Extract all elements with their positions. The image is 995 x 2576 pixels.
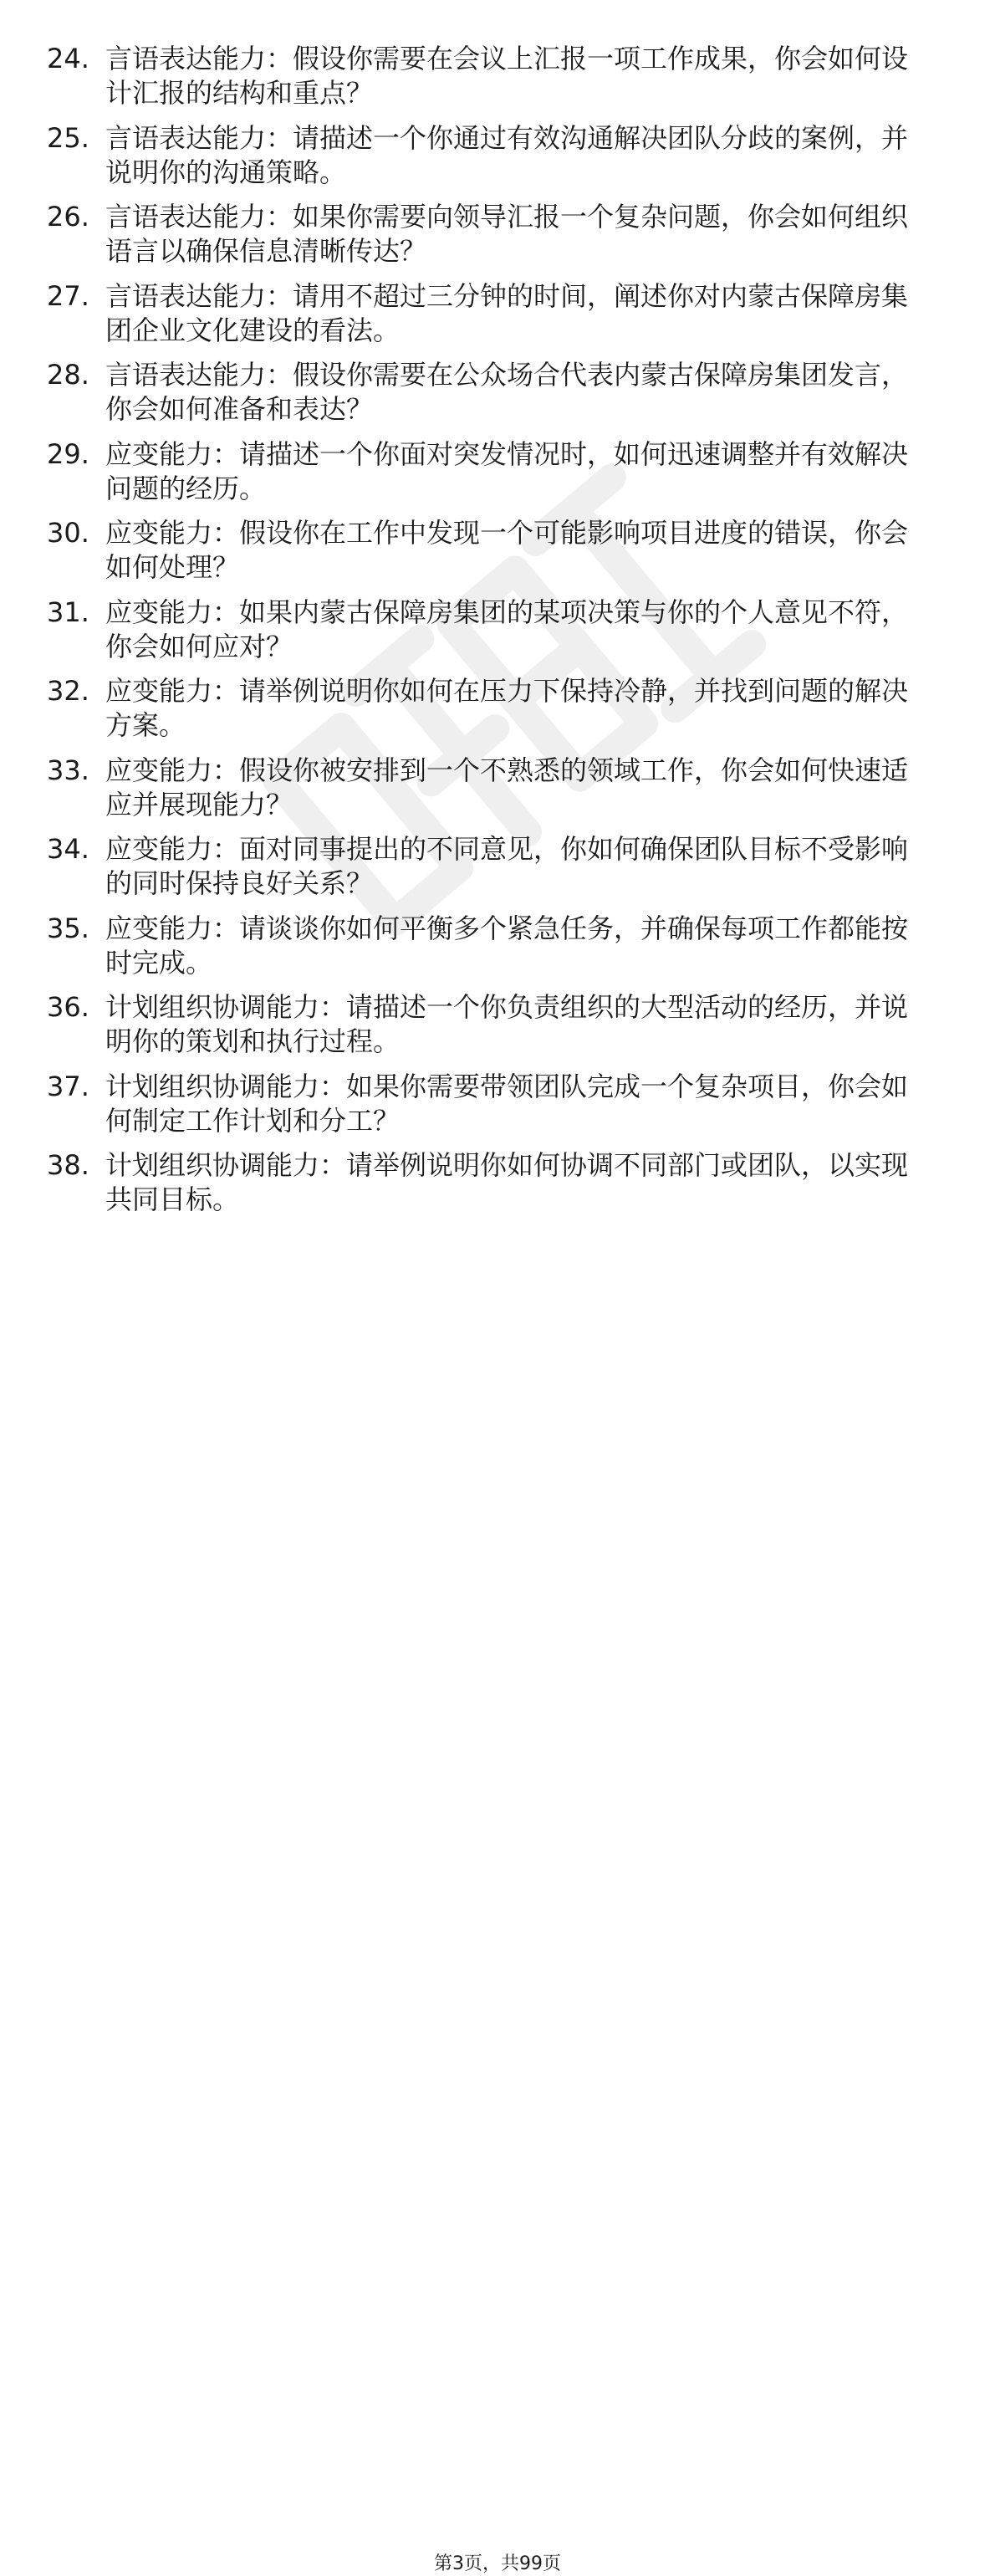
- question-number: 34.: [47, 833, 89, 865]
- question-item: [47, 595, 933, 664]
- question-number: 36.: [47, 991, 89, 1023]
- question-number: 28.: [47, 359, 89, 391]
- page-number-label: 第3页，共99页: [434, 2553, 561, 2574]
- question-number: 32.: [47, 675, 89, 707]
- question-item: [47, 990, 933, 1059]
- question-text: 言语表达能力：如果你需要向领导汇报一个复杂问题，你会如何组织语言以确保信息清晰传达？: [105, 201, 909, 267]
- question-item: [47, 437, 933, 506]
- question-number: 24.: [47, 43, 89, 74]
- question-text: 言语表达能力：假设你需要在会议上汇报一项工作成果，你会如何设计汇报的结构和重点？: [105, 43, 909, 109]
- question-number: 27.: [47, 279, 89, 312]
- question-item: [47, 121, 933, 190]
- question-item: [47, 1070, 933, 1138]
- question-number: 33.: [47, 754, 89, 786]
- question-text: 言语表达能力：请用不超过三分钟的时间，阐述你对内蒙古保障房集团企业文化建设的看法。: [105, 279, 909, 346]
- question-text: 计划组织协调能力：请描述一个你负责组织的大型活动的经历，并说明你的策划和执行过程。: [105, 991, 909, 1057]
- question-text: 计划组织协调能力：如果你需要带领团队完成一个复杂项目，你会如何制定工作计划和分工？: [105, 1070, 909, 1137]
- question-number: 35.: [47, 912, 89, 944]
- question-number: 29.: [47, 437, 89, 470]
- question-text: 应变能力：请举例说明你如何在压力下保持冷静，并找到问题的解决方案。: [105, 675, 909, 741]
- question-item: [47, 200, 933, 268]
- question-item: [47, 42, 933, 110]
- question-number: 37.: [47, 1070, 89, 1102]
- question-number: 30.: [47, 517, 89, 549]
- question-text: 言语表达能力：请描述一个你通过有效沟通解决团队分歧的案例，并说明你的沟通策略。: [105, 121, 909, 188]
- question-item: [47, 358, 933, 427]
- question-item: [47, 279, 933, 348]
- question-text: 应变能力：如果内蒙古保障房集团的某项决策与你的个人意见不符，你会如何应对？: [105, 595, 909, 662]
- question-number: 25.: [47, 121, 89, 154]
- question-list: [47, 42, 933, 1217]
- question-item: [47, 674, 933, 743]
- question-item: [47, 516, 933, 585]
- question-item: [47, 1148, 933, 1217]
- question-text: 言语表达能力：假设你需要在公众场合代表内蒙古保障房集团发言，你会如何准备和表达？: [105, 359, 909, 425]
- question-text: 计划组织协调能力：请举例说明你如何协调不同部门或团队，以实现共同目标。: [105, 1149, 909, 1215]
- question-number: 26.: [47, 201, 89, 233]
- question-number: 31.: [47, 595, 89, 628]
- question-item: [47, 832, 933, 901]
- question-text: 应变能力：请描述一个你面对突发情况时，如何迅速调整并有效解决问题的经历。: [105, 437, 909, 504]
- question-text: 应变能力：请谈谈你如何平衡多个紧急任务，并确保每项工作都能按时完成。: [105, 912, 909, 979]
- question-text: 应变能力：假设你被安排到一个不熟悉的领域工作，你会如何快速适应并展现能力？: [105, 754, 909, 820]
- question-text: 应变能力：假设你在工作中发现一个可能影响项目进度的错误，你会如何处理？: [105, 517, 909, 583]
- question-text: 应变能力：面对同事提出的不同意见，你如何确保团队目标不受影响的同时保持良好关系？: [105, 833, 909, 899]
- page-footer: [0, 2553, 995, 2576]
- question-item: [47, 912, 933, 980]
- question-number: 38.: [47, 1149, 89, 1181]
- question-item: [47, 754, 933, 822]
